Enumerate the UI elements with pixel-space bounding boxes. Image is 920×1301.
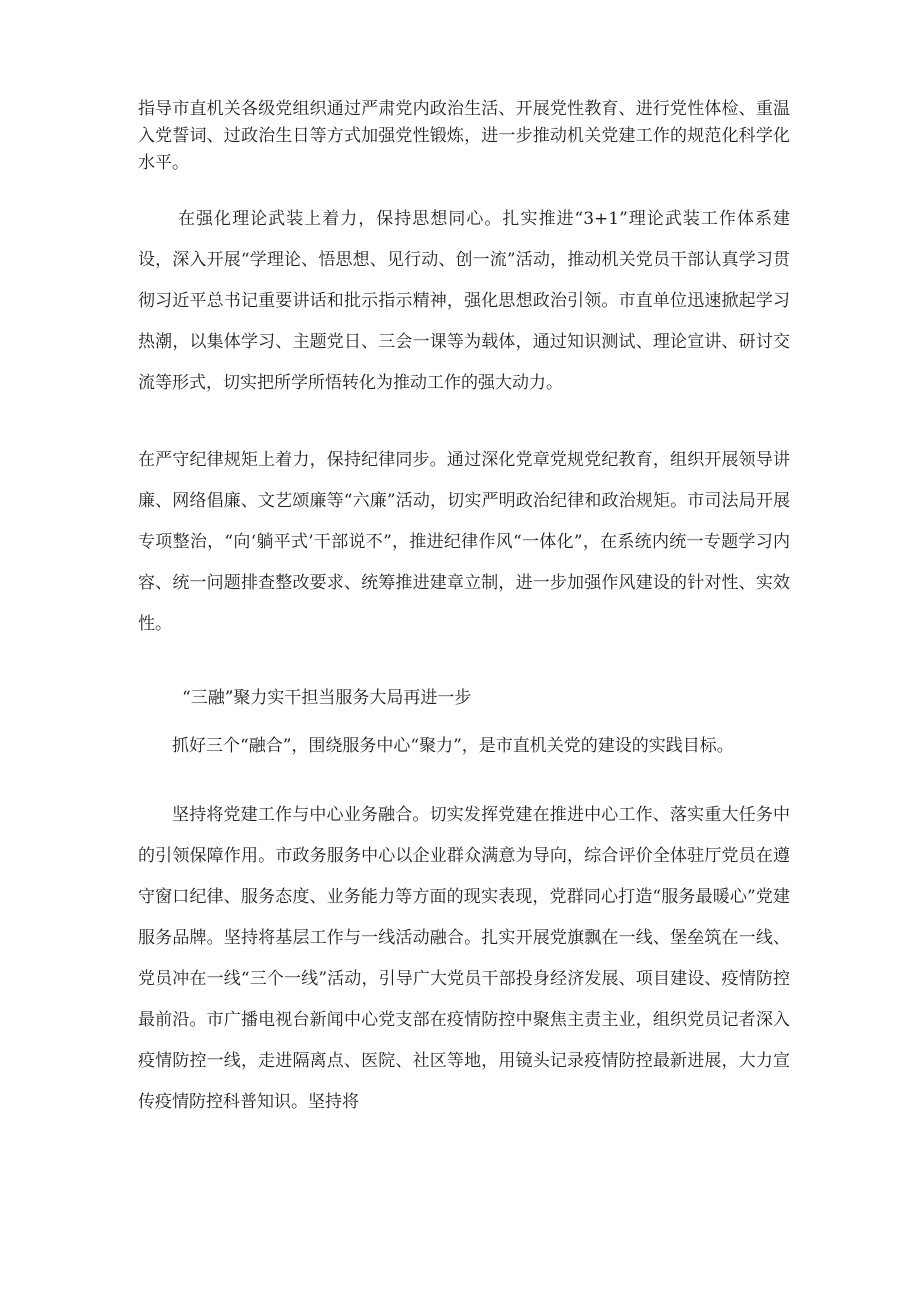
paragraph-theory-armament: 在强化理论武装上着力，保持思想同心。扎实推进“3+1”理论武装工作体系建设，深入开展“学理论、悟思想、见行动、创一流”活动，推动机关党员干部认真学习贯彻习近平总书记重要讲话和批示指示精神，强化思想政治引领。市直单位迅速掀起学习热潮，以集体学习、主题党日、三会一课等为载体，通过知识测试、理论宣讲、研讨交流等形式，切实把所学所悟转化为推动工作的强大动力。 [138, 209, 790, 393]
paragraph-integration-goal: 抓好三个“融合”，围绕服务中心“聚力”，是市直机关党的建设的实践目标。 [172, 736, 734, 756]
paragraph-discipline-rules: 在严守纪律规矩上着力，保持纪律同步。通过深化党章党规党纪教育，组织开展领导讲廉、网络倡廉、文艺颂廉等“六廉”活动，切实严明政治纪律和政治规矩。市司法局开展专项整治，“向‘躺平式’干部说不”，推进纪律作风“一体化”，在系统内统一专题学习内容、统一问题排查整改要求、统筹推进建章立制，进一步加强作风建设的针对性、实效性。 [138, 450, 790, 634]
paragraph-party-business-integration: 坚持将党建工作与中心业务融合。切实发挥党建在推进中心工作、落实重大任务中的引领保障作用。市政务服务中心以企业群众满意为导向，综合评价全体驻厅党员在遵守窗口纪律、服务态度、业务能力等方面的现实表现，党群同心打造“服务最暖心”党建服务品牌。坚持将基层工作与一线活动融合。扎实开展党旗飘在一线、堡垒筑在一线、党员冲在一线“三个一线”活动，引导广大党员干部投身经济发展、项目建设、疫情防控最前沿。市广播电视台新闻中心党支部在疫情防控中聚焦主责主业，组织党员记者深入疫情防控一线，走进隔离点、医院、社区等地，用镜头记录疫情防控最新进展，大力宣传疫情防控科普知识。坚持将 [138, 805, 790, 1112]
paragraph-party-discipline-intro: 指导市直机关各级党组织通过严肃党内政治生活、开展党性教育、进行党性体检、重温入党誓词、过政治生日等方式加强党性锻炼，进一步推动机关党建工作的规范化科学化水平。 [138, 99, 790, 173]
section-heading-three-integrations: “三融”聚力实干担当服务大局再进一步 [182, 688, 472, 708]
